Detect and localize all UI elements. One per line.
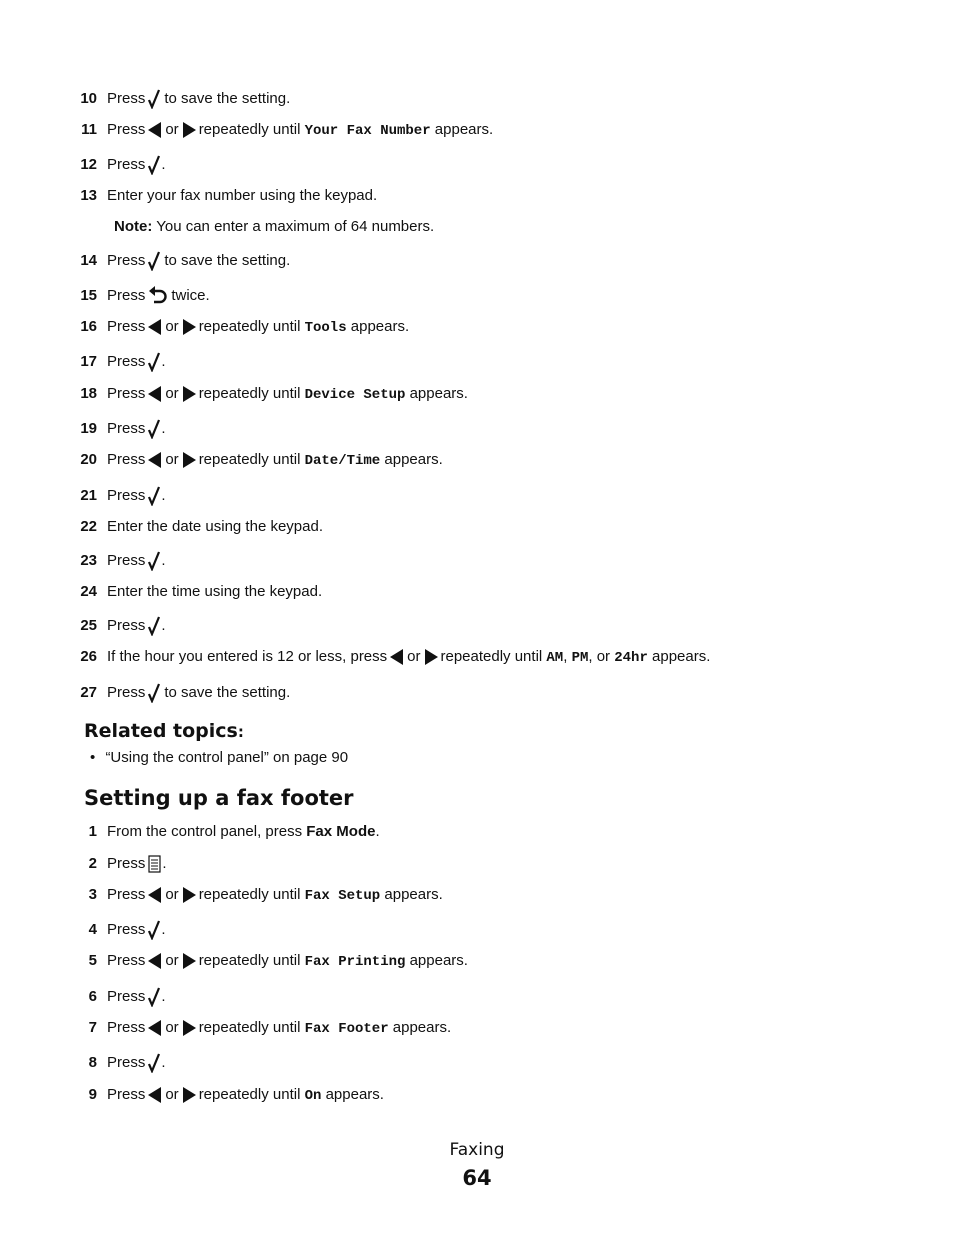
step-number: 25 xyxy=(80,617,97,634)
display-value: Date/Time xyxy=(304,453,381,469)
step-text: . xyxy=(161,552,166,569)
step-number: 14 xyxy=(80,252,97,269)
step-text: Press xyxy=(107,156,146,173)
step-text: appears. xyxy=(325,1086,384,1103)
step-text: Press xyxy=(107,287,146,304)
step-number: 24 xyxy=(80,583,97,600)
checkmark-icon xyxy=(148,1053,161,1073)
checkmark-icon xyxy=(148,920,161,940)
related-topic-item[interactable] xyxy=(90,748,348,768)
heading-text: Related topics xyxy=(84,720,238,742)
right-arrow-icon xyxy=(182,887,196,903)
step-number: 21 xyxy=(80,487,97,504)
step-text: appears. xyxy=(392,1019,452,1036)
step-text: Press xyxy=(107,552,146,569)
display-value: Tools xyxy=(304,320,347,336)
note xyxy=(114,217,434,237)
step-text: . xyxy=(161,988,166,1005)
step-text: Press xyxy=(107,353,146,370)
step-text: . xyxy=(161,617,166,634)
step-text: repeatedly until xyxy=(198,385,301,402)
step-text: Press xyxy=(107,952,146,969)
step-number: 2 xyxy=(88,855,97,872)
display-value: Device Setup xyxy=(304,387,406,403)
display-value-pm: PM xyxy=(571,650,589,666)
step-number: 3 xyxy=(88,886,97,903)
step-number: 12 xyxy=(80,156,97,173)
left-arrow-icon xyxy=(148,1020,162,1036)
step-text: . xyxy=(161,921,166,938)
checkmark-icon xyxy=(148,551,161,571)
back-icon xyxy=(148,286,168,306)
related-topics-heading xyxy=(84,720,244,742)
step-number: 1 xyxy=(88,823,97,840)
checkmark-icon xyxy=(148,352,161,372)
step-text: . xyxy=(162,855,167,872)
step-text: appears. xyxy=(350,318,410,335)
step-number: 23 xyxy=(80,552,97,569)
note-text: You can enter a maximum of 64 numbers. xyxy=(156,218,435,235)
step-text: Press xyxy=(107,1019,146,1036)
step-text: If the hour you entered is 12 or less, press xyxy=(107,648,388,665)
step-text: . xyxy=(161,353,166,370)
step-number: 5 xyxy=(88,952,97,969)
step-text: or xyxy=(407,648,421,665)
step-text: , xyxy=(563,648,568,665)
checkmark-icon xyxy=(148,419,161,439)
step-text: to save the setting. xyxy=(164,252,291,269)
step-number: 26 xyxy=(80,648,97,665)
step-text: Press xyxy=(107,988,146,1005)
step-number: 22 xyxy=(80,518,97,535)
right-arrow-icon xyxy=(424,649,438,665)
display-value-am: AM xyxy=(546,650,564,666)
right-arrow-icon xyxy=(182,386,196,402)
display-value: Fax Footer xyxy=(304,1021,389,1037)
step-number: 4 xyxy=(88,921,97,938)
left-arrow-icon xyxy=(148,953,162,969)
step-number: 18 xyxy=(80,385,97,402)
step-text: or xyxy=(165,952,179,969)
step-text: Press xyxy=(107,855,146,872)
step-text: appears. xyxy=(409,385,468,402)
step-text: Press xyxy=(107,90,146,107)
step-number: 11 xyxy=(81,121,97,138)
step-text: Press xyxy=(107,252,146,269)
checkmark-icon xyxy=(148,486,161,506)
step-text: repeatedly until xyxy=(198,1019,301,1036)
step-text: . xyxy=(375,823,380,840)
bullet-icon: • xyxy=(90,749,96,766)
step-text: to save the setting. xyxy=(164,684,291,701)
checkmark-icon xyxy=(148,89,161,109)
step-text: Press xyxy=(107,451,146,468)
step-text: or xyxy=(165,318,179,335)
step-text: . xyxy=(161,1054,166,1071)
page-number: 64 xyxy=(462,1166,492,1190)
menu-icon xyxy=(148,855,161,873)
step-text: or xyxy=(165,886,179,903)
left-arrow-icon xyxy=(148,887,162,903)
step-text: or xyxy=(165,1019,179,1036)
left-arrow-icon xyxy=(148,122,162,138)
step-text: Enter your fax number using the keypad. xyxy=(107,187,378,204)
display-value: Fax Setup xyxy=(304,888,381,904)
button-name: Fax Mode xyxy=(306,823,376,840)
step-text: Press xyxy=(107,921,146,938)
step-text: to save the setting. xyxy=(164,90,291,107)
step-text: repeatedly until xyxy=(198,318,301,335)
step-text: repeatedly until xyxy=(198,121,301,138)
step-text: repeatedly until xyxy=(198,886,301,903)
checkmark-icon xyxy=(148,616,161,636)
note-label: Note: xyxy=(114,218,153,235)
right-arrow-icon xyxy=(182,1087,196,1103)
step-text: Press xyxy=(107,487,146,504)
step-text: appears. xyxy=(652,648,711,665)
step-text: . xyxy=(161,156,166,173)
step-text: appears. xyxy=(434,121,494,138)
step-text: Press xyxy=(107,617,146,634)
left-arrow-icon xyxy=(148,319,162,335)
step-text: Press xyxy=(107,684,146,701)
right-arrow-icon xyxy=(182,452,196,468)
step-text: repeatedly until xyxy=(440,648,543,665)
checkmark-icon xyxy=(148,987,161,1007)
right-arrow-icon xyxy=(182,953,196,969)
step-text: , or xyxy=(588,648,611,665)
left-arrow-icon xyxy=(148,1087,162,1103)
step-text: Enter the time using the keypad. xyxy=(107,583,323,600)
step-text: or xyxy=(165,451,179,468)
step-number: 7 xyxy=(88,1019,97,1036)
section-title: Setting up a fax footer xyxy=(84,786,354,810)
left-arrow-icon xyxy=(148,452,162,468)
step-text: appears. xyxy=(384,451,443,468)
step-text: From the control panel, press xyxy=(107,823,303,840)
step-text: Press xyxy=(107,318,146,335)
display-value: On xyxy=(304,1088,322,1104)
display-value-24hr: 24hr xyxy=(614,650,648,666)
right-arrow-icon xyxy=(182,1020,196,1036)
footer-section-label: Faxing xyxy=(449,1140,505,1160)
step-text: Press xyxy=(107,1086,146,1103)
step-number: 20 xyxy=(80,451,97,468)
step-text: twice. xyxy=(171,287,210,304)
step-number: 9 xyxy=(88,1086,97,1103)
step-number: 13 xyxy=(80,187,97,204)
step-number: 10 xyxy=(80,90,97,107)
right-arrow-icon xyxy=(182,122,196,138)
step-number: 17 xyxy=(80,353,97,370)
step-text: repeatedly until xyxy=(198,952,301,969)
step-text: . xyxy=(161,420,166,437)
left-arrow-icon xyxy=(390,649,404,665)
display-value: Your Fax Number xyxy=(304,123,431,139)
step-text: Press xyxy=(107,385,146,402)
step-text: appears. xyxy=(384,886,443,903)
heading-colon: : xyxy=(237,723,244,741)
checkmark-icon xyxy=(148,155,161,175)
display-value: Fax Printing xyxy=(304,954,406,970)
step-text: Press xyxy=(107,420,146,437)
step-text: or xyxy=(165,121,179,138)
step-text: repeatedly until xyxy=(198,451,301,468)
step-number: 6 xyxy=(88,988,97,1005)
checkmark-icon xyxy=(148,683,161,703)
step-text: Enter the date using the keypad. xyxy=(107,518,323,535)
step-number: 27 xyxy=(80,684,97,701)
related-topic-link[interactable]: “Using the control panel” on page 90 xyxy=(105,749,349,766)
step-text: Press xyxy=(107,1054,146,1071)
step-number: 16 xyxy=(80,318,97,335)
step-number: 8 xyxy=(88,1054,97,1071)
left-arrow-icon xyxy=(148,386,162,402)
step-text: or xyxy=(165,385,179,402)
right-arrow-icon xyxy=(182,319,196,335)
step-text: appears. xyxy=(409,952,468,969)
step-text: . xyxy=(161,487,166,504)
step-text: repeatedly until xyxy=(198,1086,301,1103)
checkmark-icon xyxy=(148,251,161,271)
step-number: 19 xyxy=(80,420,97,437)
step-number: 15 xyxy=(80,287,97,304)
step-text: or xyxy=(165,1086,179,1103)
step-text: Press xyxy=(107,886,146,903)
step-text: Press xyxy=(107,121,146,138)
